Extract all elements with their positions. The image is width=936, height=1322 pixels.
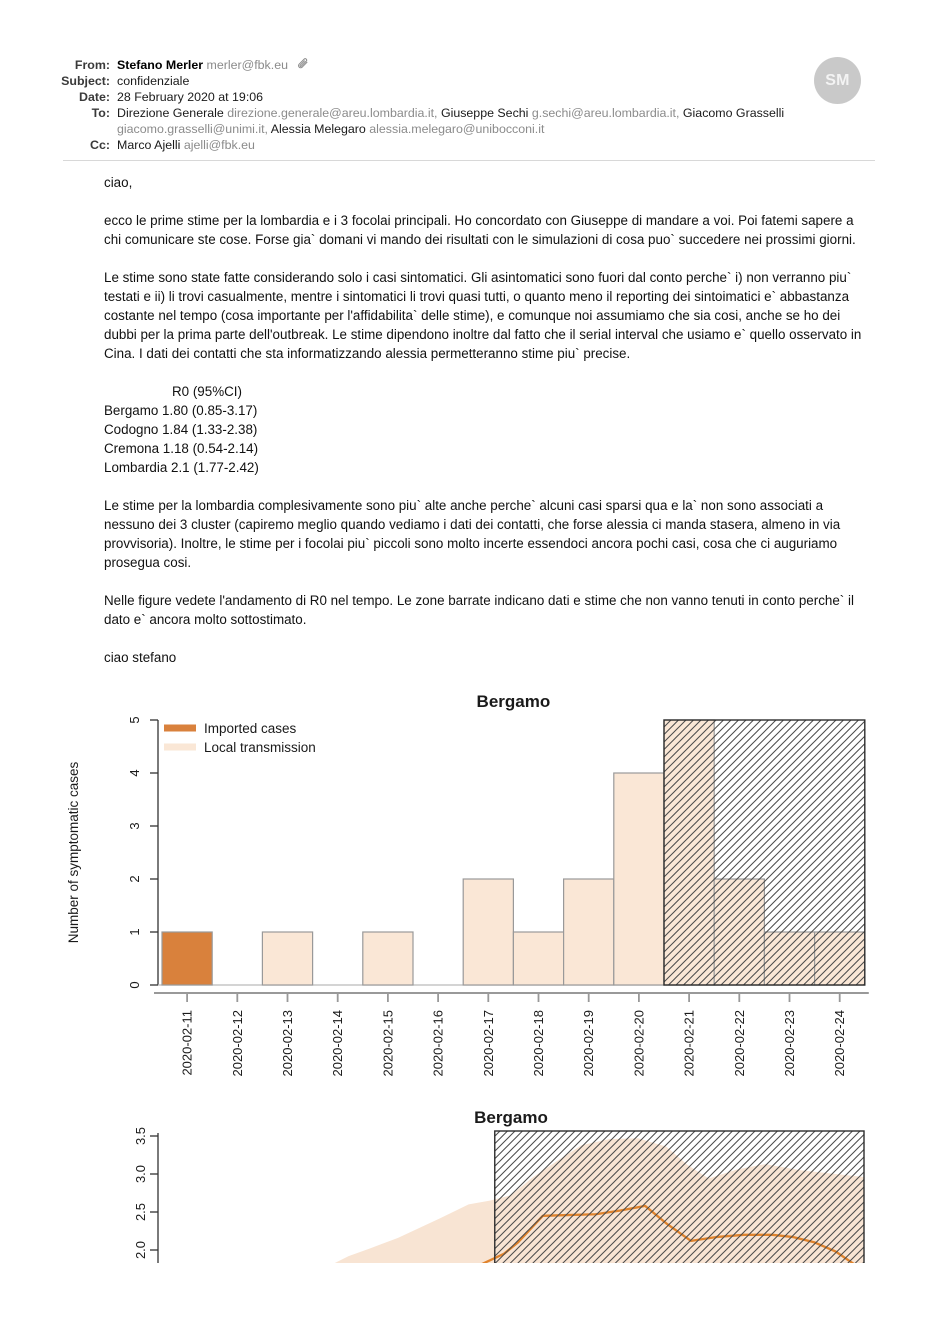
body-paragraph: Le stime per la lombardia complesivamente sono piu` alte anche perche` alcuni casi sparsi qua e la` non sono associati a nessuno dei 3 cluster (capiremo meglio quando vediamo i dati dei contatti, che forse alessia ci manda stasera, almeno in via provvisoria). Inoltre, le stime per i focolai piu` piccoli sono molto incerte essendoci ancora pochi casi, cosa che ci auguriamo prosegua cosi. [104,498,841,570]
svg-text:Local transmission: Local transmission [204,740,316,755]
svg-text:2020-02-17: 2020-02-17 [480,1010,496,1077]
body-paragraph: ciao stefano [104,650,177,665]
date-label: Date: [79,90,110,104]
svg-text:2020-02-13: 2020-02-13 [280,1010,295,1077]
recipient-name[interactable]: Alessia Melegaro [270,122,366,136]
svg-text:4: 4 [127,769,142,777]
r0-table-heading: R0 (95%CI) [172,384,242,399]
recipient-email[interactable]: direzione.generale@areu.lombardia.it, [227,106,438,120]
svg-text:3.0: 3.0 [133,1164,148,1184]
recipient-email[interactable]: ajelli@fbk.eu [183,138,255,152]
svg-text:2020-02-19: 2020-02-19 [581,1010,597,1077]
header-row-to [52,105,822,137]
recipient-email[interactable]: alessia.melegaro@unibocconi.it [369,122,545,136]
svg-text:2: 2 [127,875,142,883]
r0-table-row: Bergamo 1.80 (0.85-3.17) [104,403,258,418]
email-body [104,173,872,686]
bergamo-r0-chart[interactable] [60,1106,876,1263]
from-label: From: [74,58,110,72]
svg-text:3: 3 [127,822,142,830]
svg-text:2.5: 2.5 [133,1202,148,1222]
svg-text:Bergamo: Bergamo [476,692,551,711]
paperclip-icon[interactable] [296,58,309,71]
r0-table-row: Lombardia 2.1 (1.77-2.42) [104,460,259,475]
svg-text:2.0: 2.0 [133,1240,148,1260]
svg-text:5: 5 [127,716,142,724]
svg-text:Bergamo: Bergamo [474,1108,548,1127]
svg-text:2020-02-18: 2020-02-18 [531,1010,546,1077]
svg-text:2020-02-20: 2020-02-20 [631,1010,647,1077]
recipient-name[interactable]: Giuseppe Sechi [440,106,529,120]
recipient-email[interactable]: g.sechi@areu.lombardia.it, [531,106,680,120]
recipient-name[interactable]: Direzione Generale [117,106,224,120]
sender-email[interactable]: merler@fbk.eu [206,58,288,72]
recipient-name[interactable]: Giacomo Grasselli [682,106,785,120]
svg-text:3.5: 3.5 [133,1126,148,1146]
svg-text:2020-02-24: 2020-02-24 [832,1010,848,1077]
subject-label: Subject: [61,74,110,88]
body-paragraph: ecco le prime stime per la lombardia e i 3 focolai principali. Ho concordato con Giuseppe di mandare a voi. Poi fatemi sapere a chi comunicare ste cose. Forse gia` domani vi mando dei risultati con le simulazioni di cosa puo` succedere nei prossimi giorni. [104,213,856,247]
avatar: SM [814,57,861,104]
svg-text:2020-02-22: 2020-02-22 [731,1010,747,1077]
bergamo-cases-chart[interactable] [60,686,876,1108]
subject-value: confidenziale [117,74,190,88]
cc-label: Cc: [90,138,110,152]
to-recipients [117,105,809,137]
cc-recipients [117,137,255,153]
svg-text:2020-02-21: 2020-02-21 [681,1010,697,1077]
svg-text:2020-02-16: 2020-02-16 [430,1010,446,1077]
header-row-subject [52,73,822,89]
svg-text:Imported cases: Imported cases [204,721,297,736]
body-paragraph: Le stime sono state fatte considerando solo i casi sintomatici. Gli asintomatici sono fuori dal conto perche` i) non verranno piu` testati e ii) li trovi casualmente, mentre i sintomatici li trovi quasi tutti, o quanto meno il reporting dei sintoimatici e` abbastanza costante nel tempo (cosa importante per l'affidabilita` delle stime), e comunque noi assumiamo che sia cosi, anche se ho dei dubbi per la prima parte dell'outbreak. Le stime dipendono inoltre dal fatto che il serial interval che usiamo e` quello osservato in Cina. I dati dei contatti che sta informatizzando alessia permetteranno stime piu` precise. [104,270,862,361]
svg-text:0: 0 [127,981,142,989]
r0-estimates-table [104,382,872,477]
sender-name[interactable]: Stefano Merler [117,58,204,72]
svg-text:2020-02-23: 2020-02-23 [782,1010,797,1077]
header-row-date [52,89,822,105]
body-paragraph: ciao, [104,175,133,190]
header-row-cc [52,137,822,153]
to-label: To: [91,106,110,120]
svg-text:2020-02-15: 2020-02-15 [380,1010,396,1077]
svg-text:Number of symptomatic cases: Number of symptomatic cases [66,761,81,944]
svg-text:1: 1 [127,928,142,936]
date-value: 28 February 2020 at 19:06 [117,90,264,104]
recipient-email[interactable]: giacomo.grasselli@unimi.it, [117,122,268,136]
r0-table-row: Codogno 1.84 (1.33-2.38) [104,422,258,437]
email-header [52,57,822,153]
header-separator [63,160,875,161]
svg-text:2020-02-11: 2020-02-11 [179,1010,195,1076]
header-row-from [52,57,822,73]
body-paragraph: Nelle figure vedete l'andamento di R0 nel tempo. Le zone barrate indicano dati e stime che non vanno tenuti in conto perche` il dato e` ancora molto sottostimato. [104,593,854,627]
from-value [117,57,309,73]
recipient-name[interactable]: Marco Ajelli [117,138,181,152]
r0-table-row: Cremona 1.18 (0.54-2.14) [104,441,259,456]
svg-text:2020-02-14: 2020-02-14 [330,1010,346,1077]
svg-text:2020-02-12: 2020-02-12 [229,1010,245,1077]
